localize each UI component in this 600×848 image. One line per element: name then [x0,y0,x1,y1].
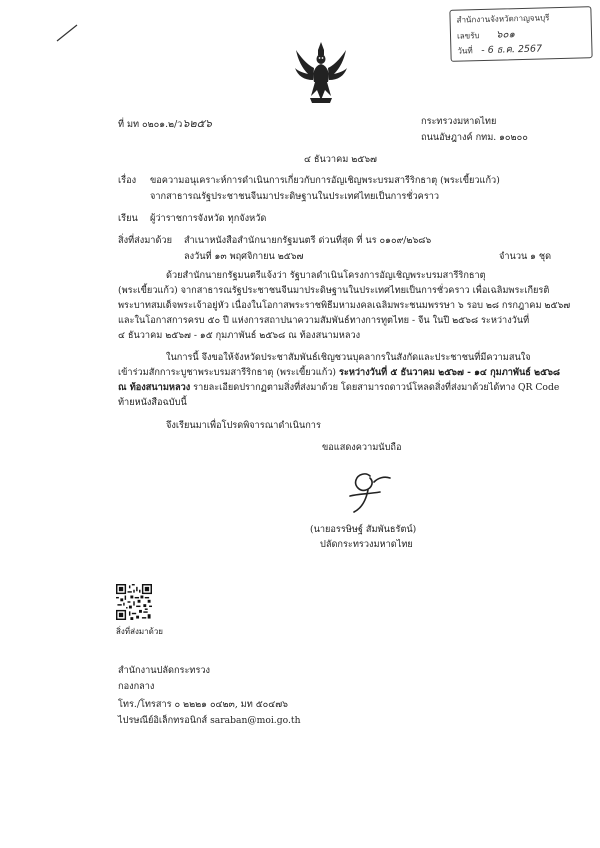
attachment-count: จำนวน ๑ ชุด [499,251,552,262]
pen-mark [56,24,78,42]
body-p2-dates: ระหว่างวันที่ ๕ ธันวาคม ๒๕๖๗ - ๑๔ กุมภาพันธ์ ๒๕๖๘ [338,367,560,378]
body-paragraph-3: จึงเรียนมาเพื่อโปรดพิจารณาดำเนินการ [166,420,321,431]
body-p2-line-1: ในการนี้ จึงขอให้จังหวัดประชาสัมพันธ์เชิญชวนบุคลากรในสังกัดและประชาชนที่มีความสนใจ [166,352,531,363]
stamp-receive-number: ๖๐๑ [495,29,516,41]
signer-title: ปลัดกระทรวงมหาดไทย [320,539,413,550]
garuda-emblem [294,40,348,106]
receiving-stamp [449,6,592,62]
ministry-address: ถนนอัษฎางค์ กทม. ๑๐๒๐๐ [421,132,528,143]
attachment-label: สิ่งที่ส่งมาด้วย [118,235,172,246]
subject-label: เรื่อง [118,175,137,186]
ministry-name: กระทรวงมหาดไทย [421,116,497,127]
subject-line-1: ขอความอนุเคราะห์การดำเนินการเกี่ยวกับการอัญเชิญพระบรมสารีริกธาตุ (พระเขี้ยวแก้ว) [150,175,500,186]
document-number-prefix: ที่ มท ๐๒๐๑.๒/ว [118,119,183,130]
stamp-office: สำนักงานจังหวัดกาญจนบุรี [456,13,550,25]
attachment-line-2: ลงวันที่ ๑๓ พฤศจิกายน ๒๕๖๗ [184,251,304,262]
signature [340,470,396,516]
closing-salutation: ขอแสดงความนับถือ [322,442,402,453]
body-p2-line-3 [118,380,560,395]
footer-division: กองกลาง [118,681,155,692]
body-p1-line-2: (พระเขี้ยวแก้ว) จากสาธารณรัฐประชาชนจีนมาประดิษฐานในประเทศไทยเป็นการชั่วคราว เพื่อเฉลิมพระเกียรติ [118,285,550,296]
body-paragraph-1 [118,268,571,343]
recipient-label: เรียน [118,213,138,224]
recipient: ผู้ว่าราชการจังหวัด ทุกจังหวัด [150,213,267,224]
body-p1-line-3: พระบาทสมเด็จพระเจ้าอยู่หัว เนื่องในโอกาสพระราชพิธีมหามงคลเฉลิมพระชนมพรรษา ๖ รอบ ๒๘ กรกฎาคม ๒๕๖๗ [118,300,571,311]
body-p1-line-1: ด้วยสำนักนายกรัฐมนตรีแจ้งว่า รัฐบาลดำเนินโครงการอัญเชิญพระบรมสารีริกธาตุ [166,270,486,281]
body-p2-line-3b: รายละเอียดปรากฏตามสิ่งที่ส่งมาด้วย โดยสามารถดาวน์โหลดสิ่งที่ส่งมาด้วยได้ทาง QR Code [193,382,560,393]
qr-code[interactable] [116,584,152,620]
body-p2-line-4: ท้ายหนังสือฉบับนี้ [118,397,187,408]
document-number [118,114,212,132]
body-paragraph-2 [118,350,560,410]
body-p2-line-2a: เข้าร่วมสักการะบูชาพระบรมสารีริกธาตุ (พระเขี้ยวแก้ว) [118,367,337,378]
footer-office: สำนักงานปลัดกระทรวง [118,665,211,676]
attachment-line-1: สำเนาหนังสือสำนักนายกรัฐมนตรี ด่วนที่สุด ที่ นร ๐๑๐๙/๒๖๘๖ [184,235,432,246]
body-p2-line-2 [118,365,560,380]
signer-name: (นายอรรษิษฐ์ สัมพันธรัตน์) [310,524,417,535]
stamp-receive-label: เลขรับ [456,31,480,41]
body-p1-line-4: และในโอกาสการครบ ๕๐ ปี แห่งการสถาปนาความสัมพันธ์ทางการทูตไทย - จีน ในปี ๒๕๖๘ ระหว่างวันที่ [118,315,530,326]
document-number-handwritten: ๖๒๕๖ [182,117,212,130]
document-date: ๔ ธันวาคม ๒๕๖๗ [304,154,377,165]
subject-line-2: จากสาธารณรัฐประชาชนจีนมาประดิษฐานในประเทศไทยเป็นการชั่วคราว [150,191,440,202]
footer-phone: โทร./โทรสาร ๐ ๒๒๒๑ ๐๔๒๓, มท ๕๐๔๗๖ [118,699,288,710]
stamp-date-label: วันที่ [457,46,473,56]
body-p2-venue: ณ ท้องสนามหลวง [118,382,191,393]
stamp-date-value: - 6 ธ.ค. 2567 [481,43,543,57]
body-p1-line-5: ๔ ธันวาคม ๒๕๖๗ - ๑๕ กุมภาพันธ์ ๒๕๖๘ ณ ท้องสนามหลวง [118,330,361,341]
qr-caption: สิ่งที่ส่งมาด้วย [116,627,163,636]
footer-email: ไปรษณีย์อิเล็กทรอนิกส์ saraban@moi.go.th [118,715,301,726]
